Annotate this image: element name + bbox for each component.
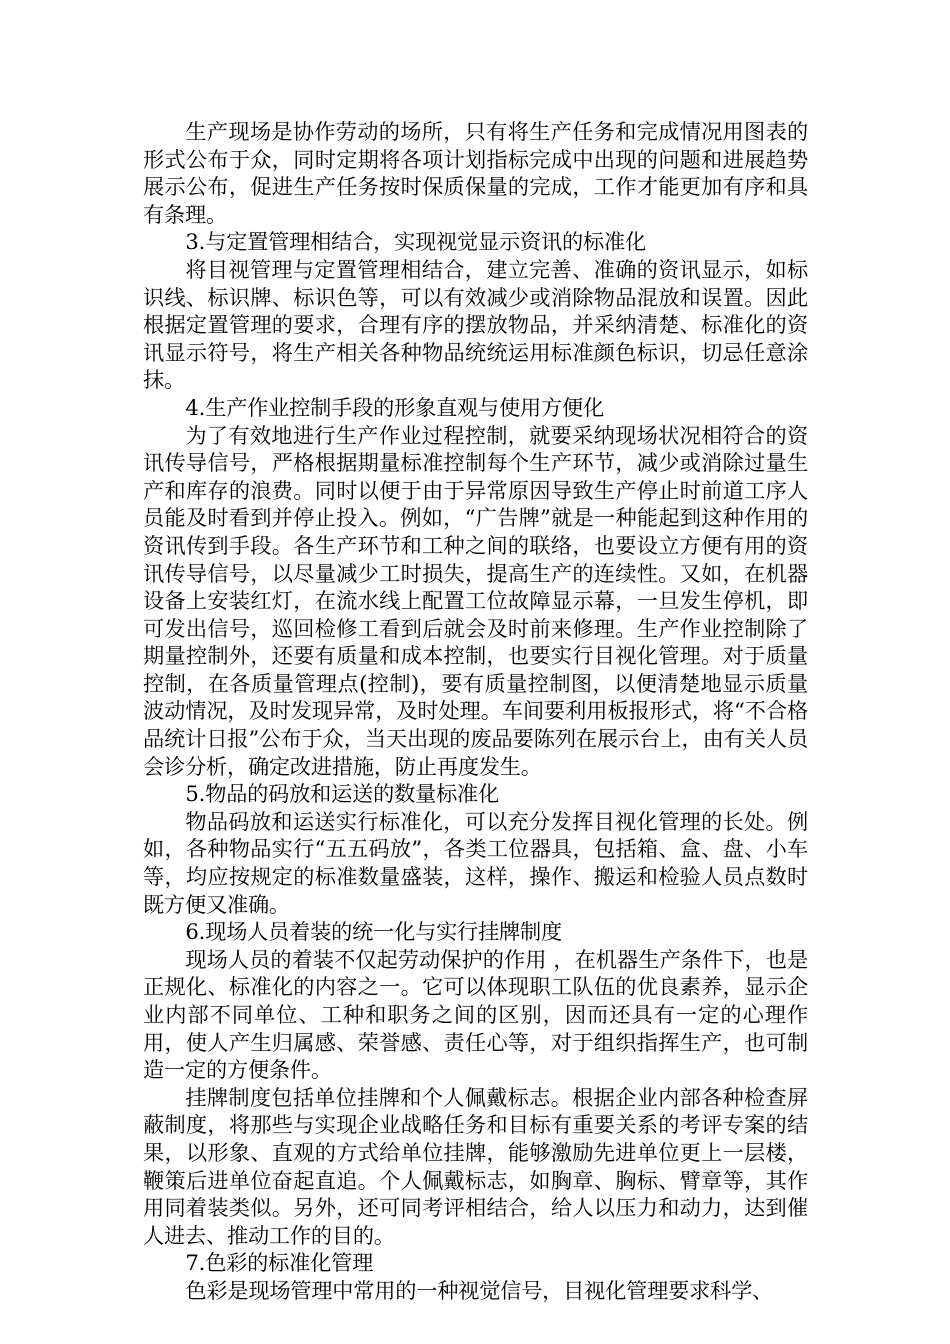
paragraph: 现场人员的着装不仅起劳动保护的作用 ，在机器生产条件下，也是正规化、标准化的内容之一。它可以体现职工队伍的优良素养，显示企业内部不同单位、工种和职务之间的区别，因而还具有一定的心理作用，使人产生归属感、荣誉感、责任心等，对于组织指挥生产，也可制造一定的方便条件。 <box>143 946 808 1083</box>
paragraph: 色彩是现场管理中常用的一种视觉信号，目视化管理要求科学、 <box>185 1277 774 1303</box>
paragraph: 将目视管理与定置管理相结合，建立完善、准确的资讯显示，如标识线、标识牌、标识色等，可以有效减少或消除物品混放和误置。因此根据定置管理的要求，合理有序的摆放物品，并采纳清楚、标准化的资讯显示符号，将生产相关各种物品统统运用标准颜色标识，切忌任意涂抹。 <box>143 256 808 393</box>
section-heading: 4.生产作业控制手段的形象直观与使用方便化 <box>185 394 604 420</box>
section-heading: 5.物品的码放和运送的数量标准化 <box>185 781 500 807</box>
section-heading: 3.与定置管理相结合，实现视觉显示资讯的标准化 <box>185 229 646 255</box>
document-body <box>143 118 808 1305</box>
paragraph: 为了有效地进行生产作业过程控制，就要采纳现场状况相符合的资讯传导信号，严格根据期量标准控制每个生产环节，减少或消除过量生产和库存的浪费。同时以便于由于异常原因导致生产停止时前道工序人员能及时看到并停止投入。例如，“广告牌”就是一种能起到这种作用的资讯传到手段。各生产环节和工种之间的联络，也要设立方便有用的资讯传导信号，以尽量减少工时损失，提高生产的连续性。又如，在机器设备上安装红灯，在流水线上配置工位故障显示幕，一旦发生停机，即可发出信号，巡回检修工看到后就会及时前来修理。生产作业控制除了期量控制外，还要有质量和成本控制，也要实行目视化管理。对于质量控制，在各质量管理点(控制)，要有质量控制图，以便清楚地显示质量波动情况，及时发现异常，及时处理。车间要利用板报形式，将“不合格品统计日报”公布于众，当天出现的废品要陈列在展示台上，由有关人员会诊分析，确定改进措施，防止再度发生。 <box>143 422 808 779</box>
paragraph: 物品码放和运送实行标准化，可以充分发挥目视化管理的长处。例如，各种物品实行“五五码放”，各类工位器具，包括箱、盒、盘、小车等，均应按规定的标准数量盛装，这样，操作、搬运和检验人员点数时既方便又准确。 <box>143 808 808 917</box>
section-heading: 6.现场人员着装的统一化与实行挂牌制度 <box>185 919 562 945</box>
paragraph: 生产现场是协作劳动的场所，只有将生产任务和完成情况用图表的形式公布于众，同时定期将各项计划指标完成中出现的问题和进展趋势展示公布，促进生产任务按时保质保量的完成，工作才能更加有序和具有条理。 <box>143 119 808 227</box>
section-heading: 7.色彩的标准化管理 <box>185 1250 374 1276</box>
paragraph: 挂牌制度包括单位挂牌和个人佩戴标志。根据企业内部各种检查屏蔽制度，将那些与实现企业战略任务和目标有重要关系的考评专案的结果，以形象、直观的方式给单位挂牌，能够激励先进单位更上一层楼，鞭策后进单位奋起直追。个人佩戴标志，如胸章、胸标、臂章等，其作用同着装类似。另外，还可同考评相结合，给人以压力和动力，达到催人进去、推动工作的目的。 <box>143 1084 808 1248</box>
